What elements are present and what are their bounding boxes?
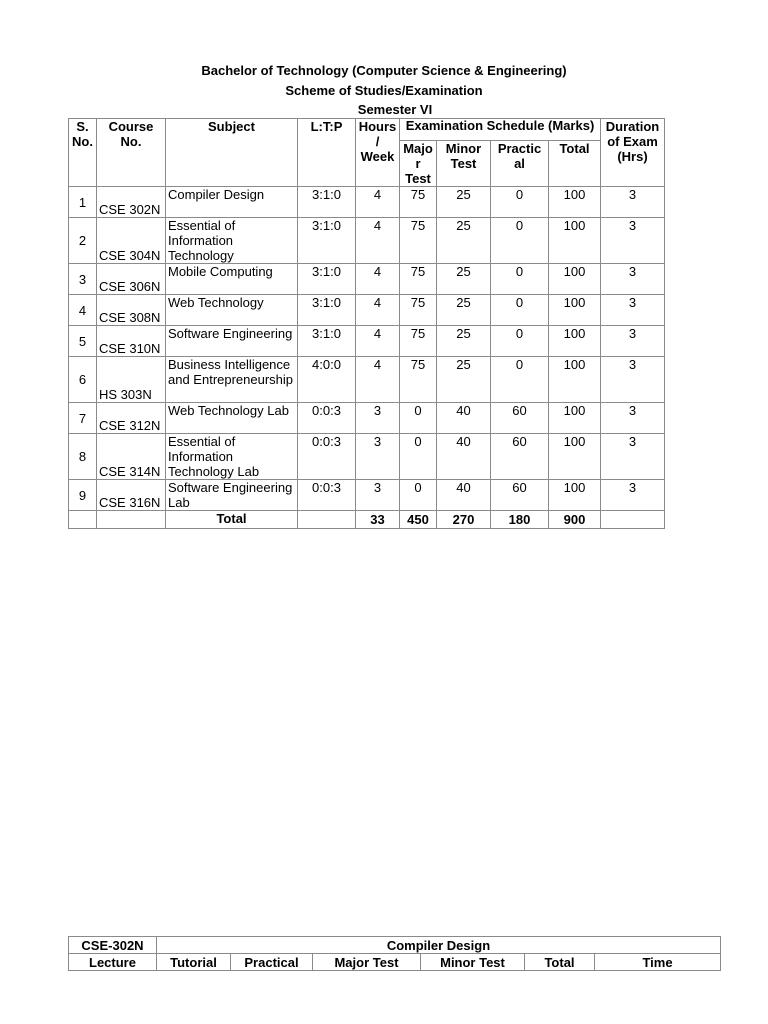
row-subject: Compiler Design xyxy=(166,187,298,218)
row-minor: 25 xyxy=(437,187,491,218)
row-sno: 6 xyxy=(69,357,97,403)
course-table xyxy=(68,936,721,971)
course-header-lecture: Lecture xyxy=(69,954,157,971)
row-minor: 25 xyxy=(437,218,491,264)
header-subject: Subject xyxy=(166,119,298,187)
header-practical: Practic al xyxy=(491,141,549,187)
course-header-row xyxy=(69,954,721,971)
totals-blank xyxy=(601,511,665,529)
row-practical: 0 xyxy=(491,187,549,218)
row-ltp: 4:0:0 xyxy=(298,357,356,403)
row-total: 100 xyxy=(549,326,601,357)
row-major: 75 xyxy=(400,326,437,357)
row-course-no: CSE 308N xyxy=(97,295,166,326)
table-row xyxy=(69,357,665,403)
row-hours: 4 xyxy=(356,218,400,264)
totals-total: 900 xyxy=(549,511,601,529)
course-rows xyxy=(69,187,665,511)
row-subject: Web Technology xyxy=(166,295,298,326)
course-title-row xyxy=(69,937,721,954)
totals-blank xyxy=(69,511,97,529)
row-practical: 0 xyxy=(491,295,549,326)
row-total: 100 xyxy=(549,357,601,403)
row-total: 100 xyxy=(549,187,601,218)
row-course-no: CSE 306N xyxy=(97,264,166,295)
row-practical: 60 xyxy=(491,480,549,511)
row-hours: 3 xyxy=(356,434,400,480)
row-total: 100 xyxy=(549,434,601,480)
totals-practical: 180 xyxy=(491,511,549,529)
row-minor: 40 xyxy=(437,480,491,511)
row-subject: Business Intelligence and Entrepreneurship xyxy=(166,357,298,403)
header-course-no: Course No. xyxy=(97,119,166,187)
row-course-no: HS 303N xyxy=(97,357,166,403)
row-subject: Software Engineering Lab xyxy=(166,480,298,511)
course-header-minor-test: Minor Test xyxy=(421,954,525,971)
row-subject: Web Technology Lab xyxy=(166,403,298,434)
table-row xyxy=(69,218,665,264)
row-sno: 9 xyxy=(69,480,97,511)
row-sno: 5 xyxy=(69,326,97,357)
course-code: CSE-302N xyxy=(69,937,157,954)
header-duration: Duration of Exam (Hrs) xyxy=(601,119,665,187)
document-title: Bachelor of Technology (Computer Science & Engineering) xyxy=(201,63,567,78)
table-row xyxy=(69,295,665,326)
totals-label: Total xyxy=(166,511,298,529)
row-ltp: 0:0:3 xyxy=(298,480,356,511)
row-hours: 4 xyxy=(356,187,400,218)
document-subtitle: Scheme of Studies/Examination xyxy=(285,83,483,98)
row-sno: 7 xyxy=(69,403,97,434)
row-ltp: 0:0:3 xyxy=(298,403,356,434)
row-subject: Software Engineering xyxy=(166,326,298,357)
row-hours: 4 xyxy=(356,326,400,357)
row-sno: 8 xyxy=(69,434,97,480)
row-course-no: CSE 316N xyxy=(97,480,166,511)
row-major: 0 xyxy=(400,480,437,511)
row-major: 75 xyxy=(400,187,437,218)
row-course-no: CSE 304N xyxy=(97,218,166,264)
row-duration: 3 xyxy=(601,295,665,326)
row-duration: 3 xyxy=(601,218,665,264)
row-practical: 60 xyxy=(491,403,549,434)
table-row xyxy=(69,434,665,480)
row-hours: 3 xyxy=(356,403,400,434)
row-total: 100 xyxy=(549,403,601,434)
course-header-major-test: Major Test xyxy=(313,954,421,971)
table-row xyxy=(69,187,665,218)
row-course-no: CSE 314N xyxy=(97,434,166,480)
row-course-no: CSE 310N xyxy=(97,326,166,357)
header-hours: Hours / Week xyxy=(356,119,400,187)
row-ltp: 3:1:0 xyxy=(298,295,356,326)
row-duration: 3 xyxy=(601,326,665,357)
totals-hours: 33 xyxy=(356,511,400,529)
row-sno: 1 xyxy=(69,187,97,218)
row-total: 100 xyxy=(549,264,601,295)
totals-row xyxy=(69,511,665,529)
row-duration: 3 xyxy=(601,187,665,218)
row-practical: 60 xyxy=(491,434,549,480)
row-sno: 3 xyxy=(69,264,97,295)
row-major: 75 xyxy=(400,218,437,264)
row-minor: 25 xyxy=(437,326,491,357)
totals-blank xyxy=(97,511,166,529)
scheme-table-body xyxy=(69,119,665,187)
row-minor: 40 xyxy=(437,434,491,480)
row-practical: 0 xyxy=(491,326,549,357)
row-major: 75 xyxy=(400,295,437,326)
scheme-table xyxy=(68,118,665,529)
row-duration: 3 xyxy=(601,403,665,434)
row-hours: 4 xyxy=(356,295,400,326)
row-total: 100 xyxy=(549,480,601,511)
table-row xyxy=(69,403,665,434)
course-header-time: Time xyxy=(595,954,721,971)
table-row xyxy=(69,326,665,357)
table-row xyxy=(69,264,665,295)
row-practical: 0 xyxy=(491,357,549,403)
row-subject: Essential of Information Technology xyxy=(166,218,298,264)
row-duration: 3 xyxy=(601,480,665,511)
row-major: 75 xyxy=(400,357,437,403)
header-total: Total xyxy=(549,141,601,187)
semester-heading: Semester VI xyxy=(357,102,433,117)
row-subject: Mobile Computing xyxy=(166,264,298,295)
header-sno: S. No. xyxy=(69,119,97,187)
row-course-no: CSE 302N xyxy=(97,187,166,218)
row-minor: 25 xyxy=(437,295,491,326)
row-major: 75 xyxy=(400,264,437,295)
row-hours: 3 xyxy=(356,480,400,511)
header-major: Majo r Test xyxy=(400,141,437,187)
row-practical: 0 xyxy=(491,264,549,295)
row-ltp: 3:1:0 xyxy=(298,187,356,218)
row-sno: 2 xyxy=(69,218,97,264)
header-minor: Minor Test xyxy=(437,141,491,187)
row-practical: 0 xyxy=(491,218,549,264)
row-ltp: 0:0:3 xyxy=(298,434,356,480)
row-ltp: 3:1:0 xyxy=(298,264,356,295)
totals-major: 450 xyxy=(400,511,437,529)
row-sno: 4 xyxy=(69,295,97,326)
row-minor: 40 xyxy=(437,403,491,434)
totals-blank xyxy=(298,511,356,529)
row-minor: 25 xyxy=(437,264,491,295)
header-exam-schedule: Examination Schedule (Marks) xyxy=(405,119,595,133)
row-course-no: CSE 312N xyxy=(97,403,166,434)
row-duration: 3 xyxy=(601,357,665,403)
row-ltp: 3:1:0 xyxy=(298,218,356,264)
header-row xyxy=(69,119,665,141)
table-row xyxy=(69,480,665,511)
totals-minor: 270 xyxy=(437,511,491,529)
row-major: 0 xyxy=(400,403,437,434)
row-subject: Essential of Information Technology Lab xyxy=(166,434,298,480)
row-duration: 3 xyxy=(601,434,665,480)
row-major: 0 xyxy=(400,434,437,480)
row-duration: 3 xyxy=(601,264,665,295)
row-hours: 4 xyxy=(356,357,400,403)
header-ltp: L:T:P xyxy=(298,119,356,187)
row-ltp: 3:1:0 xyxy=(298,326,356,357)
course-title: Compiler Design xyxy=(157,937,721,954)
course-header-total: Total xyxy=(525,954,595,971)
row-total: 100 xyxy=(549,295,601,326)
course-header-practical: Practical xyxy=(231,954,313,971)
course-header-tutorial: Tutorial xyxy=(157,954,231,971)
row-hours: 4 xyxy=(356,264,400,295)
row-minor: 25 xyxy=(437,357,491,403)
row-total: 100 xyxy=(549,218,601,264)
